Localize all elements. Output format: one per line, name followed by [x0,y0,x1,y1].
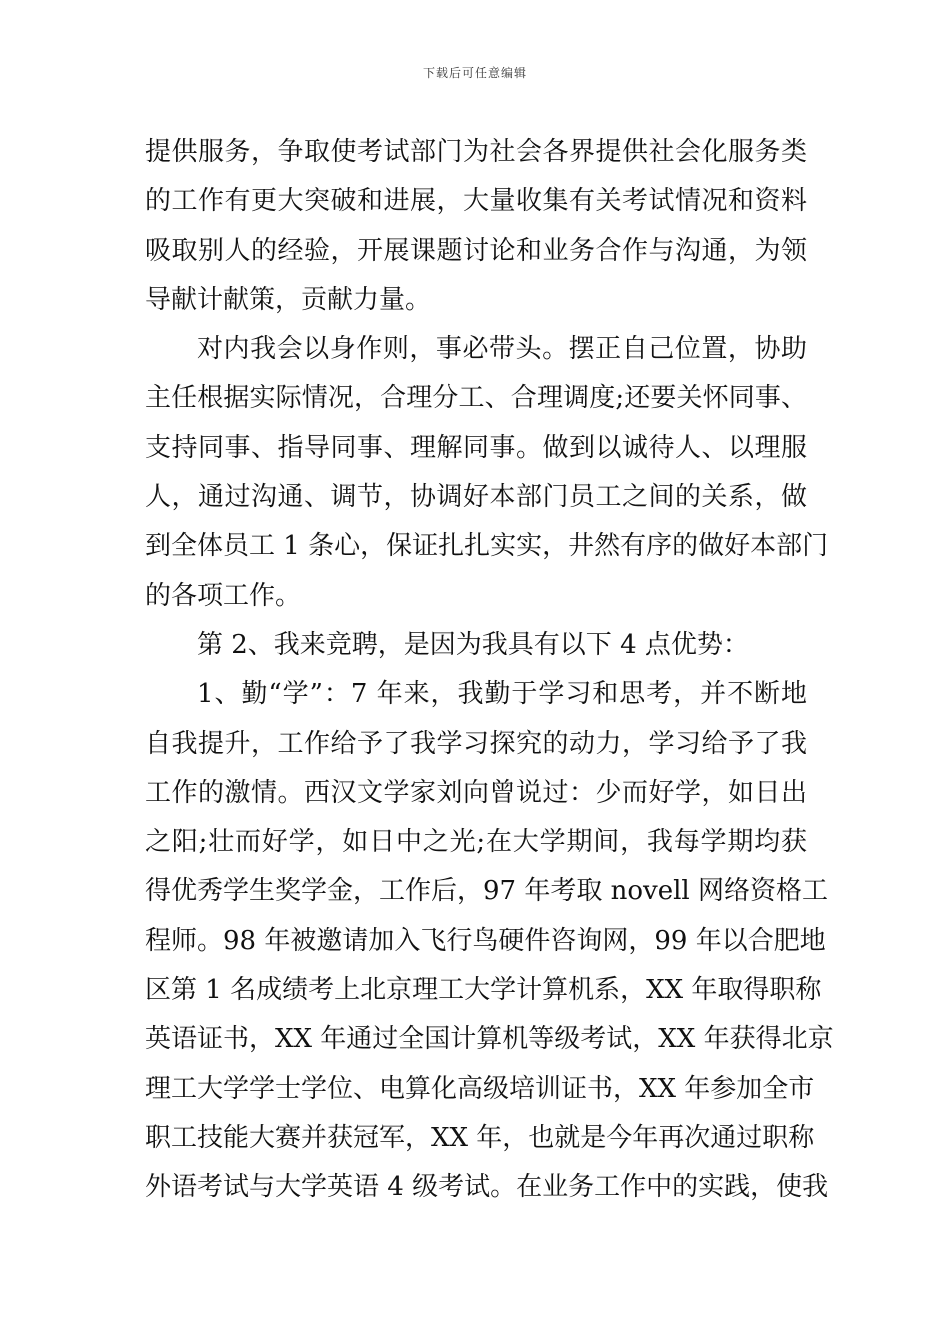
text-line: 支持同事、指导同事、理解同事。做到以诚待人、以理服 [145,432,807,463]
text-line: 主任根据实际情况，合理分工、合理调度;还要关怀同事、 [145,383,807,414]
text-line: 第 2、我来竞聘，是因为我具有以下 4 点优势： [197,629,749,660]
text-line: 吸取别人的经验，开展课题讨论和业务合作与沟通，为领 [145,235,807,266]
text-line: 理工大学学士学位、电算化高级培训证书，XX 年参加全市 [145,1073,815,1104]
text-line: 对内我会以身作则，事必带头。摆正自己位置，协助 [197,334,807,365]
text-line: 得优秀学生奖学金，工作后，97 年考取 novell 网络资格工 [145,876,828,907]
text-line: 的工作有更大突破和进展，大量收集有关考试情况和资料 [145,186,807,217]
body-text [145,128,834,1213]
page-header: 下载后可任意编辑 [422,66,527,80]
paragraph-4 [145,670,834,1212]
text-line: 区第 1 名成绩考上北京理工大学计算机系，XX 年取得职称 [145,975,822,1006]
text-line: 1、勤“学”：7 年来，我勤于学习和思考，并不断地 [197,679,807,710]
paragraph-3 [145,621,807,670]
text-line: 导献计献策，贡献力量。 [145,284,432,315]
text-line: 外语考试与大学英语 4 级考试。在业务工作中的实践，使我 [145,1172,829,1203]
text-line: 英语证书，XX 年通过全国计算机等级考试，XX 年获得北京 [145,1024,834,1055]
text-line: 之阳;壮而好学，如日中之光;在大学期间，我每学期均获 [145,827,807,858]
text-line: 到全体员工 1 条心，保证扎扎实实，井然有序的做好本部门 [145,531,829,562]
text-line: 工作的激情。西汉文学家刘向曾说过：少而好学，如日出 [145,777,807,808]
text-line: 自我提升，工作给予了我学习探究的动力，学习给予了我 [145,728,807,759]
text-line: 的各项工作。 [145,580,302,611]
paragraph-1 [145,128,807,325]
text-line: 提供服务，争取使考试部门为社会各界提供社会化服务类 [145,137,807,167]
text-line: 人，通过沟通、调节，协调好本部门员工之间的关系，做 [145,482,807,513]
paragraph-2 [145,325,829,621]
text-line: 职工技能大赛并获冠军，XX 年，也就是今年再次通过职称 [145,1122,815,1153]
text-line: 程师。98 年被邀请加入飞行鸟硬件咨询网，99 年以合肥地 [145,925,826,956]
